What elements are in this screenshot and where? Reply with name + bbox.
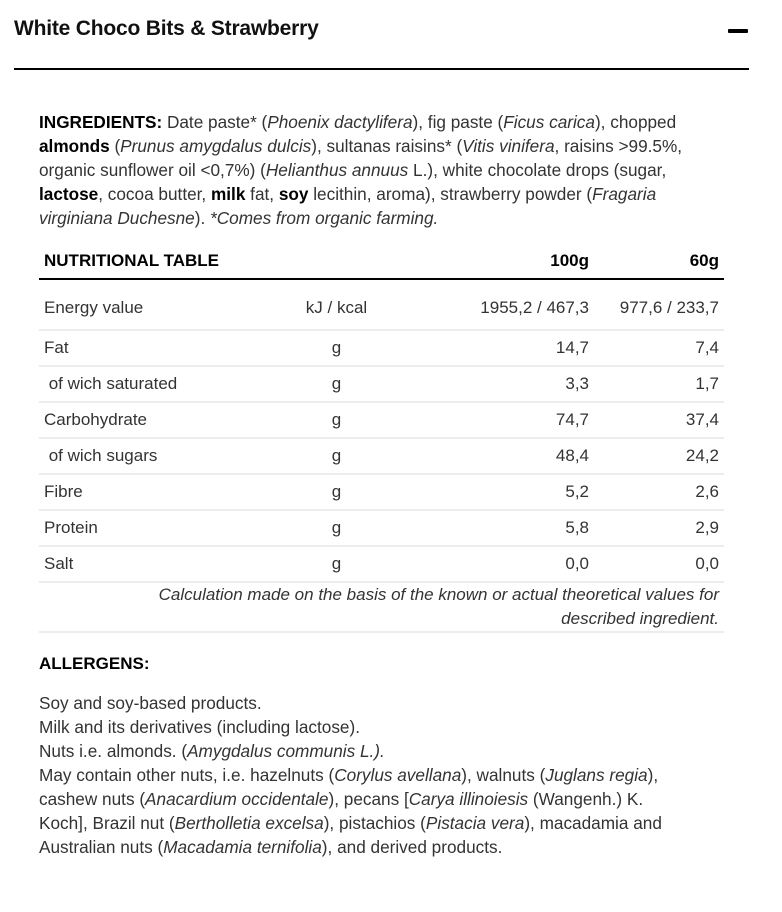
table-row: [39, 366, 724, 402]
text-segment: Milk and its derivatives (including lactose).: [39, 717, 360, 737]
text-segment: ), fig paste (: [412, 112, 504, 132]
text-segment: ), sultanas raisins* (: [311, 136, 463, 156]
value-per-60g: 37,4: [594, 402, 724, 438]
text-segment: Koch], Brazil nut (: [39, 813, 175, 833]
value-per-100g: 48,4: [424, 438, 594, 474]
text-segment: Date paste* (: [162, 112, 268, 132]
latin-name-text: Phoenix dactylifera: [267, 112, 413, 132]
allergen-highlight: soy: [278, 184, 309, 204]
allergen-highlight: lactose: [39, 184, 99, 204]
text-segment: ), walnuts (: [461, 765, 546, 785]
nutrient-unit: g: [249, 546, 424, 582]
nutrient-name: Protein: [39, 510, 249, 546]
text-segment: Soy and soy-based products.: [39, 693, 262, 713]
header-60g: 60g: [594, 244, 724, 279]
text-segment: ).: [194, 208, 211, 228]
nutrient-name: Fat: [39, 330, 249, 366]
latin-name-text: Vitis vinifera: [462, 136, 555, 156]
nutrient-name: Carbohydrate: [39, 402, 249, 438]
latin-name-text: *Comes from organic farming.: [210, 208, 439, 228]
value-per-100g: 74,7: [424, 402, 594, 438]
latin-name-text: Pistacia vera: [425, 813, 525, 833]
latin-name-text: Anacardium occidentale: [145, 789, 329, 809]
nutritional-table: [39, 244, 724, 633]
header-nutritional-table: NUTRITIONAL TABLE: [39, 244, 249, 279]
ingredients-paragraph: [39, 110, 729, 230]
text-segment: May contain other nuts, i.e. hazelnuts (: [39, 765, 335, 785]
text-segment: (Wangenh.) K.: [528, 789, 644, 809]
allergen-highlight: almonds: [39, 136, 110, 156]
value-per-100g: 0,0: [424, 546, 594, 582]
value-per-60g: 1,7: [594, 366, 724, 402]
allergen-line: [39, 739, 739, 763]
minus-icon: [728, 29, 748, 33]
allergens-list: [39, 691, 739, 859]
latin-name-text: Fragaria virginiana Duchesne: [39, 184, 657, 228]
nutrient-name: of wich sugars: [39, 438, 249, 474]
collapse-button[interactable]: [727, 22, 749, 40]
value-per-100g: 14,7: [424, 330, 594, 366]
nutrient-name: Energy value: [39, 279, 249, 330]
text-segment: ), macadamia and: [524, 813, 662, 833]
text-segment: ), pistachios (: [323, 813, 426, 833]
table-row: [39, 546, 724, 582]
nutrient-unit: g: [249, 366, 424, 402]
value-per-100g: 5,8: [424, 510, 594, 546]
table-row: [39, 279, 724, 330]
allergen-line: [39, 811, 739, 835]
value-per-100g: 1955,2 / 467,3: [424, 279, 594, 330]
nutrient-unit: g: [249, 438, 424, 474]
allergen-line: [39, 835, 739, 859]
text-segment: L.), white chocolate drops (sugar,: [408, 160, 667, 180]
allergen-line: [39, 691, 739, 715]
text-segment: Nuts i.e. almonds. (: [39, 741, 188, 761]
value-per-100g: 3,3: [424, 366, 594, 402]
allergen-highlight: milk: [210, 184, 246, 204]
allergens-title: ALLERGENS:: [39, 654, 150, 673]
text-segment: (: [109, 136, 121, 156]
latin-name-text: Prunus amygdalus dulcis: [120, 136, 312, 156]
latin-name-text: Bertholletia excelsa: [174, 813, 324, 833]
text-segment: ), chopped: [594, 112, 677, 132]
value-per-60g: 7,4: [594, 330, 724, 366]
accordion-header[interactable]: [14, 0, 749, 70]
table-row: [39, 510, 724, 546]
table-note-row: [39, 582, 724, 632]
nutrient-name: of wich saturated: [39, 366, 249, 402]
latin-name-text: Carya illinoiesis: [408, 789, 529, 809]
table-row: [39, 474, 724, 510]
value-per-100g: 5,2: [424, 474, 594, 510]
latin-name-text: Amygdalus communis L.).: [187, 741, 385, 761]
latin-name-text: Juglans regia: [545, 765, 648, 785]
text-segment: lecithin, aroma), strawberry powder (: [308, 184, 593, 204]
value-per-60g: 0,0: [594, 546, 724, 582]
nutrient-name: Salt: [39, 546, 249, 582]
header-unit: [249, 244, 424, 279]
ingredients-label: INGREDIENTS:: [39, 112, 163, 132]
text-segment: Australian nuts (: [39, 837, 164, 857]
table-header-row: [39, 244, 724, 279]
nutrient-unit: g: [249, 510, 424, 546]
table-row: [39, 438, 724, 474]
text-segment: ), pecans [: [328, 789, 409, 809]
nutrient-name: Fibre: [39, 474, 249, 510]
text-segment: , raisins >99.5%, organic sunflower oil <0,7%) (: [39, 136, 683, 180]
latin-name-text: Helianthus annuus: [265, 160, 409, 180]
allergen-line: [39, 787, 739, 811]
table-row: [39, 402, 724, 438]
value-per-60g: 2,9: [594, 510, 724, 546]
nutrient-unit: g: [249, 474, 424, 510]
value-per-60g: 977,6 / 233,7: [594, 279, 724, 330]
text-segment: ),: [647, 765, 659, 785]
header-100g: 100g: [424, 244, 594, 279]
nutrient-unit: g: [249, 402, 424, 438]
latin-name-text: Ficus carica: [503, 112, 595, 132]
product-title: White Choco Bits & Strawberry: [14, 17, 319, 40]
value-per-60g: 24,2: [594, 438, 724, 474]
text-segment: ), and derived products.: [321, 837, 503, 857]
latin-name-text: Corylus avellana: [334, 765, 462, 785]
text-segment: cashew nuts (: [39, 789, 146, 809]
nutrient-unit: g: [249, 330, 424, 366]
allergen-line: [39, 715, 739, 739]
calculation-note: Calculation made on the basis of the known or actual theoretical values for described ingredient.: [39, 582, 724, 632]
table-row: [39, 330, 724, 366]
value-per-60g: 2,6: [594, 474, 724, 510]
latin-name-text: Macadamia ternifolia: [163, 837, 322, 857]
nutrient-unit: kJ / kcal: [249, 279, 424, 330]
allergen-line: [39, 763, 739, 787]
text-segment: , cocoa butter,: [98, 184, 211, 204]
text-segment: fat,: [245, 184, 279, 204]
